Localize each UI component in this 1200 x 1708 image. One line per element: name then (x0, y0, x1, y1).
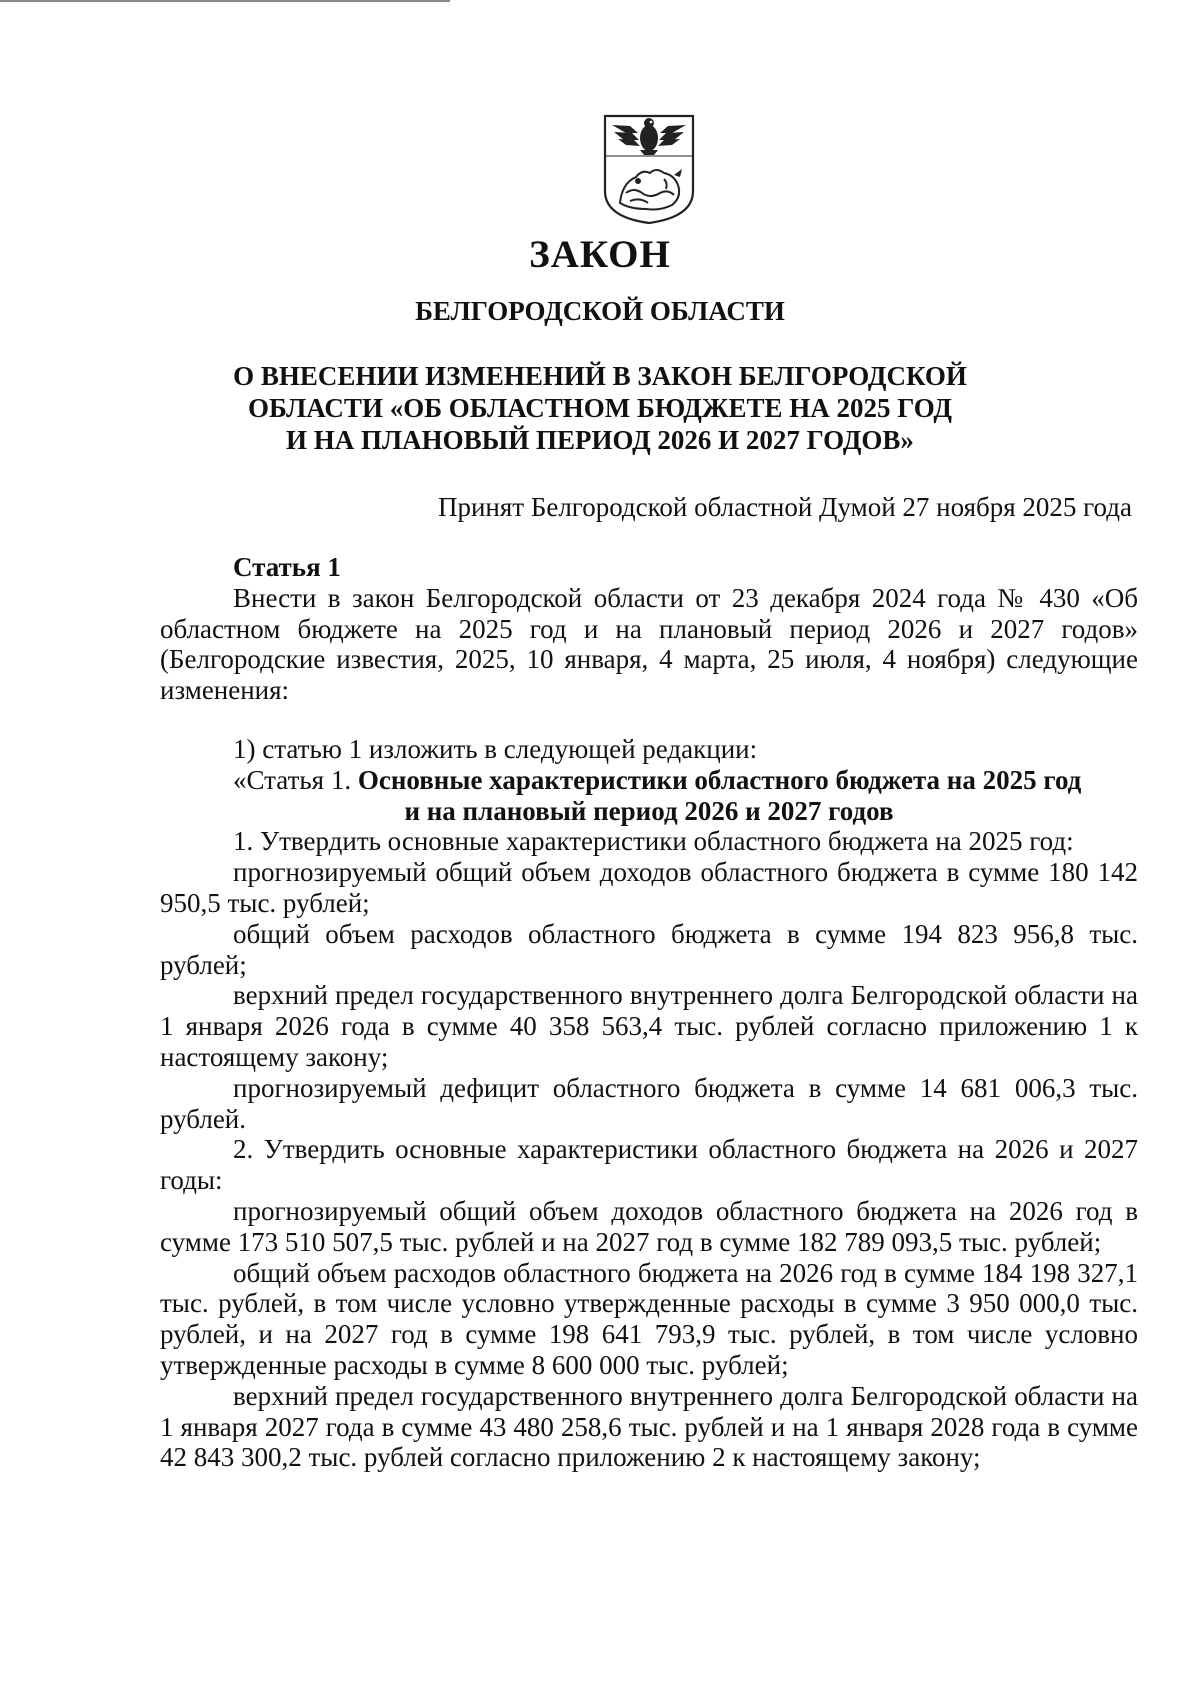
article-intro: Внести в закон Белгородской области от 23 декабря 2024 года № 430 «Об областном бюджете на 2025 год и на плановый период 2026 и 2027 годов» (Белгородские известия, 2025, 10 января, 4 марта, 25 июля, 4 ноября) следующие изменения: (160, 582, 1138, 706)
subject-line: О ВНЕСЕНИИ ИЗМЕНЕНИЙ В ЗАКОН БЕЛГОРОДСКОЙ (233, 361, 967, 391)
subject-line: И НА ПЛАНОВЫЙ ПЕРИОД 2026 И 2027 ГОДОВ» (286, 425, 914, 455)
quoted-article-title-continued: и на плановый период 2026 и 2027 годов (404, 795, 894, 826)
quoted-article-heading (160, 765, 1138, 796)
paragraph: 2. Утвердить основные характеристики областного бюджета на 2026 и 2027 годы: (160, 1134, 1138, 1196)
coat-of-arms-icon (602, 113, 696, 225)
paragraph: прогнозируемый дефицит областного бюджета в сумме 14 681 006,3 тыс. рублей. (160, 1072, 1138, 1134)
document-type-title: ЗАКОН (529, 233, 671, 276)
paragraph: прогнозируемый общий объем доходов областного бюджета на 2026 год в сумме 173 510 507,5 тыс. рублей и на 2027 год в сумме 182 789 093,5 тыс. рублей; (160, 1195, 1138, 1257)
paragraph: общий объем расходов областного бюджета в сумме 194 823 956,8 тыс. рублей; (160, 918, 1138, 980)
amendment-item: 1) статью 1 изложить в следующей редакции: (233, 733, 758, 764)
quoted-article-prefix: «Статья 1. (233, 764, 352, 795)
law-body (160, 552, 1138, 1473)
paragraph: верхний предел государственного внутреннего долга Белгородской области на 1 января 2027 года в сумме 43 480 258,6 тыс. рублей и на 1 января 2028 года в сумме 42 843 300,2 тыс. рублей согласно приложению 2 к настоящему закону; (160, 1380, 1138, 1473)
paragraph: прогнозируемый общий объем доходов областного бюджета в сумме 180 142 950,5 тыс. рублей; (160, 857, 1138, 918)
paragraph: 1. Утвердить основные характеристики областного бюджета на 2025 год: (233, 826, 1074, 857)
law-subject-title (0, 360, 1200, 456)
scan-edge-line (0, 0, 450, 2)
paragraph: верхний предел государственного внутреннего долга Белгородской области на 1 января 2026 года в сумме 40 358 563,4 тыс. рублей согласно приложению 1 к настоящему закону; (160, 980, 1138, 1072)
article-heading: Статья 1 (233, 552, 341, 582)
region-title: БЕЛГОРОДСКОЙ ОБЛАСТИ (415, 296, 785, 326)
subject-line: ОБЛАСТИ «ОБ ОБЛАСТНОМ БЮДЖЕТЕ НА 2025 ГОД (247, 393, 953, 423)
quoted-article-title: Основные характеристики областного бюджета на 2025 год (357, 764, 1082, 795)
paragraph: общий объем расходов областного бюджета на 2026 год в сумме 184 198 327,1 тыс. рублей, в том числе условно утвержденные расходы в сумме 3 950 000,0 тыс. рублей, и на 2027 год в сумме 198 641 793,9 тыс. рублей, в том числе условно утвержденные расходы в сумме 8 600 000 тыс. рублей; (160, 1257, 1138, 1380)
adoption-note: Принят Белгородской областной Думой 27 ноября 2025 года (437, 492, 1132, 522)
